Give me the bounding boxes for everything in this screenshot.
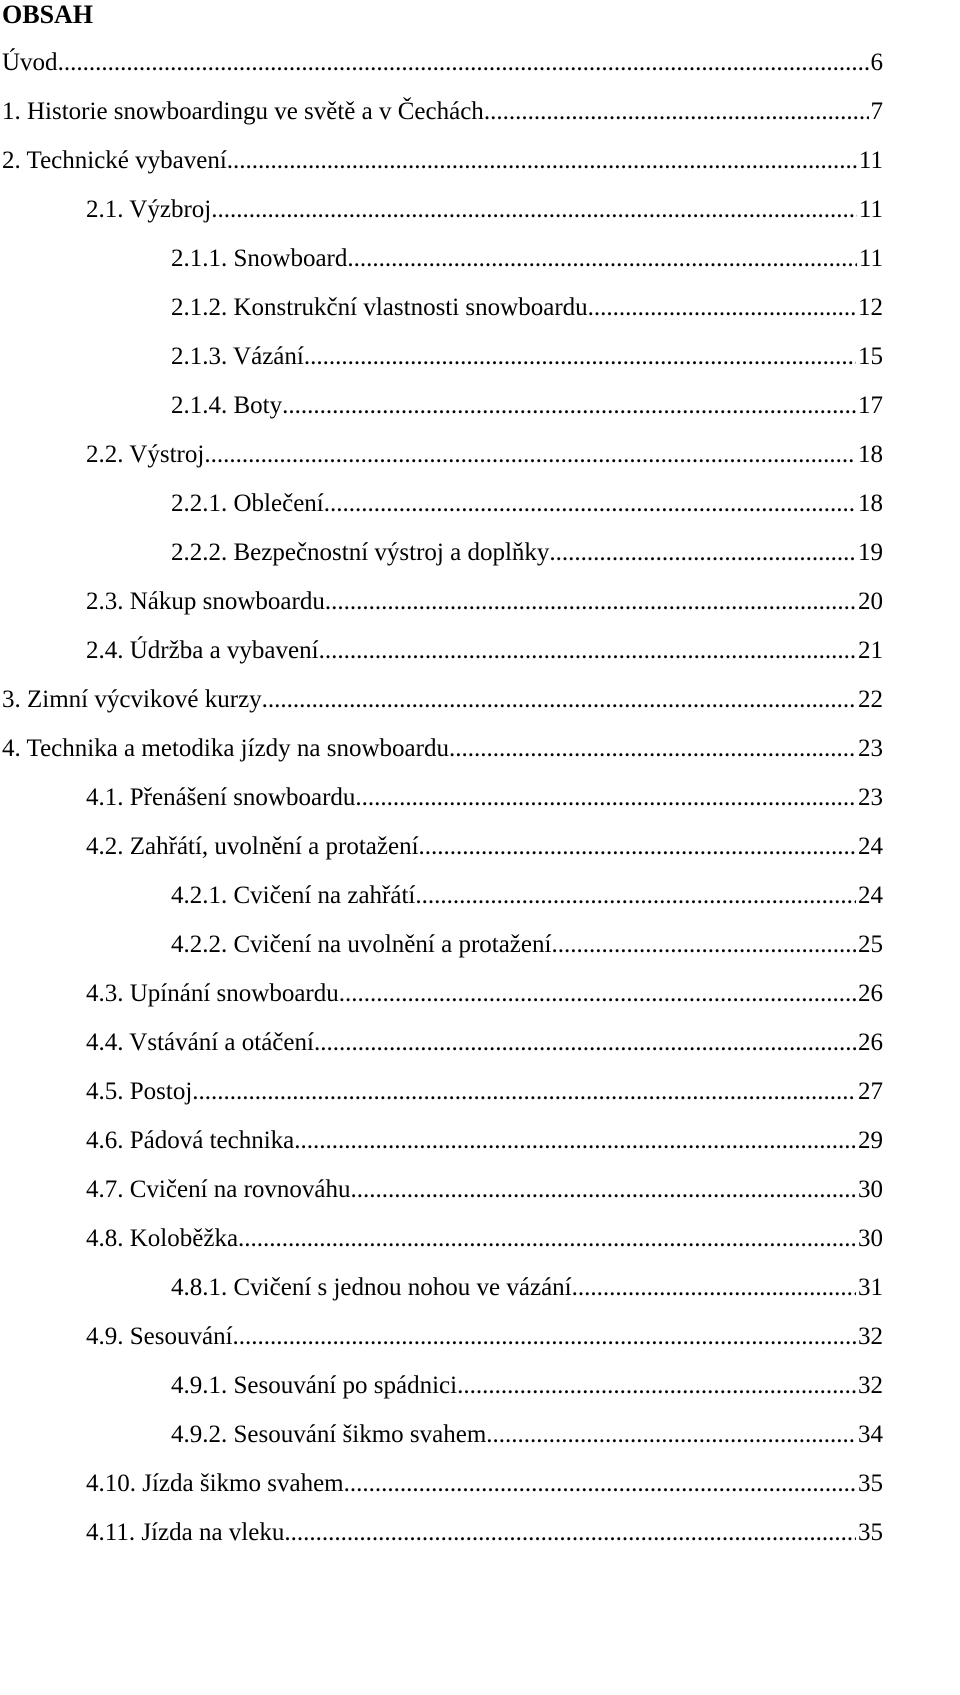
toc-entry-page-number: 11 bbox=[858, 196, 883, 223]
toc-entry[interactable] bbox=[0, 1361, 883, 1410]
toc-dot-leader bbox=[325, 577, 856, 626]
toc-dot-leader bbox=[314, 1018, 856, 1067]
toc-entry-page-number: 35 bbox=[858, 1470, 883, 1497]
toc-entry-label: 4.1. Přenášení snowboardu bbox=[86, 784, 356, 811]
toc-entry[interactable] bbox=[0, 1067, 883, 1116]
toc-entry[interactable] bbox=[0, 136, 883, 185]
toc-entry-page-number: 18 bbox=[858, 441, 883, 468]
toc-entry-page-number: 20 bbox=[858, 588, 883, 615]
toc-entry-page-number: 24 bbox=[858, 882, 883, 909]
toc-entry-page-number: 26 bbox=[858, 980, 883, 1007]
toc-dot-leader bbox=[284, 1508, 856, 1557]
toc-dot-leader bbox=[304, 332, 856, 381]
toc-entry-label: 4.9.2. Sesouvání šikmo svahem bbox=[171, 1421, 487, 1448]
toc-entry-page-number: 7 bbox=[870, 98, 883, 125]
toc-entry-page-number: 19 bbox=[858, 539, 883, 566]
toc-entry-label: 4.11. Jízda na vleku bbox=[86, 1519, 285, 1546]
toc-entry-page-number: 32 bbox=[858, 1372, 883, 1399]
toc-entry-page-number: 15 bbox=[858, 343, 883, 370]
toc-entry-page-number: 22 bbox=[858, 686, 883, 713]
toc-entry[interactable] bbox=[0, 675, 883, 724]
toc-dot-leader bbox=[457, 1361, 856, 1410]
toc-dot-leader bbox=[572, 1263, 856, 1312]
toc-entry[interactable] bbox=[0, 1312, 883, 1361]
toc-dot-leader bbox=[282, 381, 856, 430]
toc-entry-label: 4. Technika a metodika jízdy na snowboardu bbox=[2, 735, 449, 762]
toc-entry-page-number: 6 bbox=[870, 49, 883, 76]
toc-entry-page-number: 27 bbox=[858, 1078, 883, 1105]
toc-entry-label: 4.6. Pádová technika bbox=[86, 1127, 295, 1154]
toc-dot-leader bbox=[262, 675, 856, 724]
toc-dot-leader bbox=[484, 87, 869, 136]
toc-entry[interactable] bbox=[0, 1018, 883, 1067]
toc-dot-leader bbox=[347, 234, 857, 283]
toc-entry-label: 4.2.1. Cvičení na zahřátí bbox=[171, 882, 416, 909]
table-of-contents bbox=[0, 38, 960, 1557]
toc-entry-label: 4.4. Vstávání a otáčení bbox=[86, 1029, 314, 1056]
toc-entry-page-number: 12 bbox=[858, 294, 883, 321]
toc-entry[interactable] bbox=[0, 1116, 883, 1165]
toc-dot-leader bbox=[324, 479, 856, 528]
toc-entry[interactable] bbox=[0, 822, 883, 871]
toc-entry-label: 2.1.4. Boty bbox=[171, 392, 283, 419]
toc-entry[interactable] bbox=[0, 1263, 883, 1312]
toc-entry[interactable] bbox=[0, 577, 883, 626]
toc-dot-leader bbox=[486, 1410, 856, 1459]
toc-dot-leader bbox=[551, 920, 856, 969]
toc-entry-label: 4.2. Zahřátí, uvolnění a protažení bbox=[86, 833, 419, 860]
toc-entry[interactable] bbox=[0, 1459, 883, 1508]
toc-entry-label: 2.1.1. Snowboard bbox=[171, 245, 348, 272]
toc-dot-leader bbox=[344, 1459, 856, 1508]
toc-entry[interactable] bbox=[0, 1508, 883, 1557]
toc-entry-label: 4.3. Upínání snowboardu bbox=[86, 980, 339, 1007]
toc-entry-label: 4.5. Postoj bbox=[86, 1078, 193, 1105]
toc-entry[interactable] bbox=[0, 773, 883, 822]
toc-entry-page-number: 17 bbox=[858, 392, 883, 419]
toc-entry-label: 2.1. Výzbroj bbox=[86, 196, 212, 223]
toc-entry-label: 2.3. Nákup snowboardu bbox=[86, 588, 325, 615]
toc-dot-leader bbox=[319, 626, 856, 675]
toc-dot-leader bbox=[227, 136, 857, 185]
toc-entry-label: 2.1.3. Vázání bbox=[171, 343, 304, 370]
toc-entry-label: 4.9. Sesouvání bbox=[86, 1323, 233, 1350]
toc-entry[interactable] bbox=[0, 724, 883, 773]
toc-entry[interactable] bbox=[0, 283, 883, 332]
toc-dot-leader bbox=[233, 1312, 856, 1361]
toc-entry[interactable] bbox=[0, 1410, 883, 1459]
toc-entry-label: 2.2.1. Oblečení bbox=[171, 490, 324, 517]
toc-entry-page-number: 18 bbox=[858, 490, 883, 517]
toc-entry[interactable] bbox=[0, 1214, 883, 1263]
toc-dot-leader bbox=[588, 283, 856, 332]
toc-entry-page-number: 26 bbox=[858, 1029, 883, 1056]
toc-entry-label: 4.10. Jízda šikmo svahem bbox=[86, 1470, 344, 1497]
toc-entry[interactable] bbox=[0, 38, 883, 87]
toc-entry[interactable] bbox=[0, 381, 883, 430]
toc-entry-page-number: 34 bbox=[858, 1421, 883, 1448]
toc-entry-page-number: 30 bbox=[858, 1225, 883, 1252]
toc-dot-leader bbox=[355, 773, 856, 822]
toc-dot-leader bbox=[415, 871, 856, 920]
page-title: OBSAH bbox=[2, 0, 94, 29]
toc-entry-page-number: 25 bbox=[858, 931, 883, 958]
toc-entry-label: 1. Historie snowboardingu ve světě a v Čechách bbox=[2, 98, 484, 125]
toc-entry-label: 2.2. Výstroj bbox=[86, 441, 205, 468]
toc-entry[interactable] bbox=[0, 234, 883, 283]
toc-dot-leader bbox=[238, 1214, 856, 1263]
toc-entry-label: 4.8.1. Cvičení s jednou nohou ve vázání bbox=[171, 1274, 572, 1301]
toc-dot-leader bbox=[449, 724, 856, 773]
toc-entry-label: 2.2.2. Bezpečnostní výstroj a doplňky bbox=[171, 539, 550, 566]
toc-dot-leader bbox=[211, 185, 857, 234]
toc-entry-page-number: 35 bbox=[858, 1519, 883, 1546]
toc-dot-leader bbox=[294, 1116, 856, 1165]
toc-dot-leader bbox=[204, 430, 856, 479]
toc-entry[interactable] bbox=[0, 87, 883, 136]
toc-entry[interactable] bbox=[0, 1165, 883, 1214]
toc-entry[interactable] bbox=[0, 920, 883, 969]
toc-entry-page-number: 23 bbox=[858, 784, 883, 811]
toc-dot-leader bbox=[419, 822, 856, 871]
toc-entry-label: 4.7. Cvičení na rovnováhu bbox=[86, 1176, 351, 1203]
toc-entry-label: 3. Zimní výcvikové kurzy bbox=[2, 686, 262, 713]
toc-dot-leader bbox=[58, 38, 869, 87]
toc-entry-page-number: 31 bbox=[858, 1274, 883, 1301]
toc-entry-label: 2. Technické vybavení bbox=[2, 147, 227, 174]
toc-entry[interactable] bbox=[0, 430, 883, 479]
toc-entry-label: 4.2.2. Cvičení na uvolnění a protažení bbox=[171, 931, 552, 958]
toc-entry-page-number: 11 bbox=[858, 245, 883, 272]
toc-dot-leader bbox=[339, 969, 856, 1018]
toc-entry[interactable] bbox=[0, 479, 883, 528]
toc-dot-leader bbox=[351, 1165, 856, 1214]
toc-entry[interactable] bbox=[0, 528, 883, 577]
toc-entry[interactable] bbox=[0, 626, 883, 675]
toc-entry-page-number: 29 bbox=[858, 1127, 883, 1154]
toc-entry-page-number: 30 bbox=[858, 1176, 883, 1203]
toc-entry-page-number: 24 bbox=[858, 833, 883, 860]
toc-entry-label: 2.4. Údržba a vybavení bbox=[86, 637, 319, 664]
toc-entry-label: 4.8. Koloběžka bbox=[86, 1225, 239, 1252]
toc-entry[interactable] bbox=[0, 185, 883, 234]
toc-entry-page-number: 32 bbox=[858, 1323, 883, 1350]
toc-entry-page-number: 21 bbox=[858, 637, 883, 664]
toc-entry[interactable] bbox=[0, 332, 883, 381]
toc-entry-page-number: 11 bbox=[858, 147, 883, 174]
toc-entry-label: 2.1.2. Konstrukční vlastnosti snowboardu bbox=[171, 294, 588, 321]
toc-entry[interactable] bbox=[0, 871, 883, 920]
toc-dot-leader bbox=[192, 1067, 856, 1116]
toc-dot-leader bbox=[549, 528, 856, 577]
toc-entry-page-number: 23 bbox=[858, 735, 883, 762]
toc-entry[interactable] bbox=[0, 969, 883, 1018]
toc-entry-label: Úvod bbox=[2, 49, 58, 76]
toc-entry-label: 4.9.1. Sesouvání po spádnici bbox=[171, 1372, 458, 1399]
